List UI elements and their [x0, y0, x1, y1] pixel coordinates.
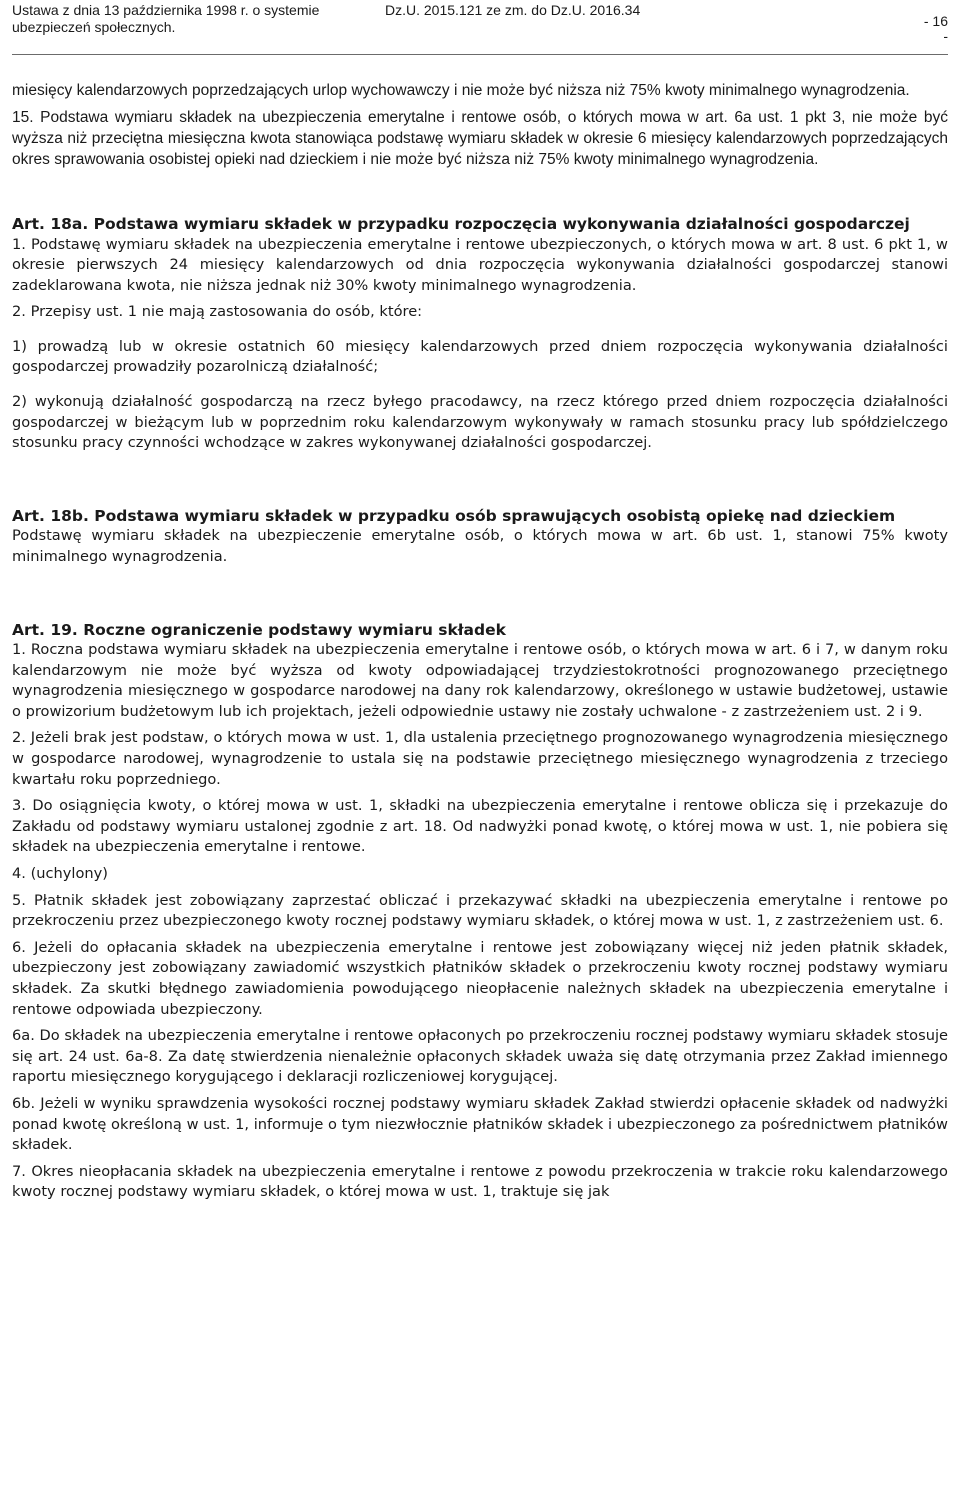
header-divider	[12, 54, 948, 55]
document-title-line2: ubezpieczeń społecznych.	[12, 19, 176, 35]
article-19-paragraph-4: 4. (uchylony)	[12, 864, 108, 882]
document-body	[12, 80, 948, 1203]
article-19-paragraph-3: 3. Do osiągnięcia kwoty, o której mowa w ust. 1, składki na ubezpieczenia emerytalne i rentowe oblicza się i przekazuje do Zakładu od podstawy wymiaru ustalonej zgodnie z art. 18. Od nadwyżki ponad kwotę, o której mowa w ust. 1, nie pobiera się składek na ubezpieczenia emerytalne i rentowe.	[12, 797, 948, 856]
article-19-paragraph-2: 2. Jeżeli brak jest podstaw, o których mowa w ust. 1, dla ustalenia przeciętnego prognozowanego wynagrodzenia miesięcznego w gospodarce narodowej, wynagrodzenie to ustala się na podstawie przeciętnego miesięcznego wynagrodzenia z trzeciego kwartału roku poprzedniego.	[12, 729, 948, 788]
page-number: - 16	[923, 13, 948, 29]
article-19-paragraph-6b: 6b. Jeżeli w wyniku sprawdzenia wysokości rocznej podstawy wymiaru składek Zakład stwierdzi opłacenie składek od nadwyżki ponad kwotę określoną w ust. 1, informuje o tym niezwłocznie płatników składek i ubezpieczonego za pośrednictwem płatników składek.	[12, 1094, 948, 1154]
document-title-line1: Ustawa z dnia 13 października 1998 r. o systemie	[12, 2, 320, 18]
article-19-paragraph-1: 1. Roczna podstawa wymiaru składek na ubezpieczenia emerytalne i rentowe osób, o których mowa w art. 6 i 7, w danym roku kalendarzowym nie może być wyższa od kwoty odpowiadającej trzydziestokrotności prognozowanego przeciętnego wynagrodzenia miesięcznego w gospodarce narodowej na dany rok kalendarzowy, określonego w ustawie budżetowej, ustawie o prowizorium budżetowym lub ich projektach, jeżeli odpowiednie ustawy nie zostały uchwalone - z zastrzeżeniem ust. 2 i 9.	[12, 641, 948, 720]
article-18b-paragraph: Podstawę wymiaru składek na ubezpieczenie emerytalne osób, o których mowa w art. 6b ust. 1, stanowi 75% kwoty minimalnego wynagrodzenia.	[12, 527, 948, 565]
article-19-paragraph-6: 6. Jeżeli do opłacania składek na ubezpieczenia emerytalne i rentowe jest zobowiązany więcej niż jeden płatnik składek, ubezpieczony jest zobowiązany zawiadomić wszystkich płatników składek o przekroczeniu kwoty rocznej podstawy wymiaru składek. Za skutki błędnego zawiadomienia powodującego nieopłacenie należnych składek na ubezpieczenia emerytalne i rentowe odpowiada ubezpieczony.	[12, 938, 948, 1018]
article-19-paragraph-6a: 6a. Do składek na ubezpieczenia emerytalne i rentowe opłaconych po przekroczeniu rocznej podstawy wymiaru składek stosuje się art. 24 ust. 6a-8. Za datę stwierdzenia nienależnie opłaconych składek uważa się datę otrzymania przez Zakład imiennego raportu miesięcznego korygującego i deklaracji rozliczeniowej korygującej.	[12, 1027, 948, 1086]
paragraph-15: 15. Podstawa wymiaru składek na ubezpieczenia emerytalne i rentowe osób, o których mowa w art. 6a ust. 1 pkt 3, nie może być wyższa niż przeciętna miesięczna kwota stanowiąca podstawę wymiaru składek w okresie 6 miesięcy kalendarzowych poprzedzających okres sprawowania osobistej opieki nad dzieckiem i nie może być niższa niż 75% kwoty minimalnego wynagrodzenia.	[12, 109, 948, 168]
article-18b-heading: Art. 18b. Podstawa wymiaru składek w przypadku osób sprawujących osobistą opiekę nad dzieckiem	[12, 506, 896, 525]
article-18a-paragraph-2: 2. Przepisy ust. 1 nie mają zastosowania do osób, które:	[12, 303, 423, 321]
article-18a-point-2: 2) wykonują działalność gospodarczą na rzecz byłego pracodawcy, na rzecz którego przed dniem rozpoczęcia działalności gospodarczej w bieżącym lub w poprzednim roku kalendarzowym wykonywały w ramach stosunku pracy lub spółdzielczego stosunku pracy czynności wchodzące w zakres wykonywanej działalności gospodarczej.	[12, 393, 948, 452]
page-header	[12, 2, 948, 56]
article-18a-paragraph-1: 1. Podstawę wymiaru składek na ubezpieczenia emerytalne i rentowe ubezpieczonych, o których mowa w art. 8 ust. 6 pkt 1, w okresie pierwszych 24 miesięcy kalendarzowych od dnia rozpoczęcia wykonywania działalności gospodarczej stanowi zadeklarowana kwota, nie niższa jednak niż 30% kwoty minimalnego wynagrodzenia.	[12, 235, 948, 294]
paragraph-intro: miesięcy kalendarzowych poprzedzających urlop wychowawczy i nie może być niższa niż 75% kwoty minimalnego wynagrodzenia.	[12, 82, 910, 99]
article-18a-heading: Art. 18a. Podstawa wymiaru składek w przypadku rozpoczęcia wykonywania działalności gospodarczej	[12, 215, 910, 233]
article-19-paragraph-7: 7. Okres nieopłacania składek na ubezpieczenia emerytalne i rentowe z powodu przekroczenia w trakcie roku kalendarzowego kwoty rocznej podstawy wymiaru składek, o której mowa w ust. 1, traktuje się jak	[12, 1162, 948, 1201]
article-19-heading: Art. 19. Roczne ograniczenie podstawy wymiaru składek	[12, 620, 506, 639]
document-title	[12, 2, 319, 36]
journal-reference: Dz.U. 2015.121 ze zm. do Dz.U. 2016.34	[385, 2, 641, 18]
article-19-paragraph-5: 5. Płatnik składek jest zobowiązany zaprzestać obliczać i przekazywać składki na ubezpieczenia emerytalne i rentowe po przekroczeniu przez ubezpieczonego kwoty rocznej podstawy wymiaru składek, o której mowa w ust. 1, z zastrzeżeniem ust. 6.	[12, 891, 948, 930]
page-number-dash: -	[943, 28, 948, 44]
article-18a-point-1: 1) prowadzą lub w okresie ostatnich 60 miesięcy kalendarzowych przed dniem rozpoczęcia wykonywania działalności gospodarczej prowadziły pozarolniczą działalność;	[12, 337, 948, 376]
